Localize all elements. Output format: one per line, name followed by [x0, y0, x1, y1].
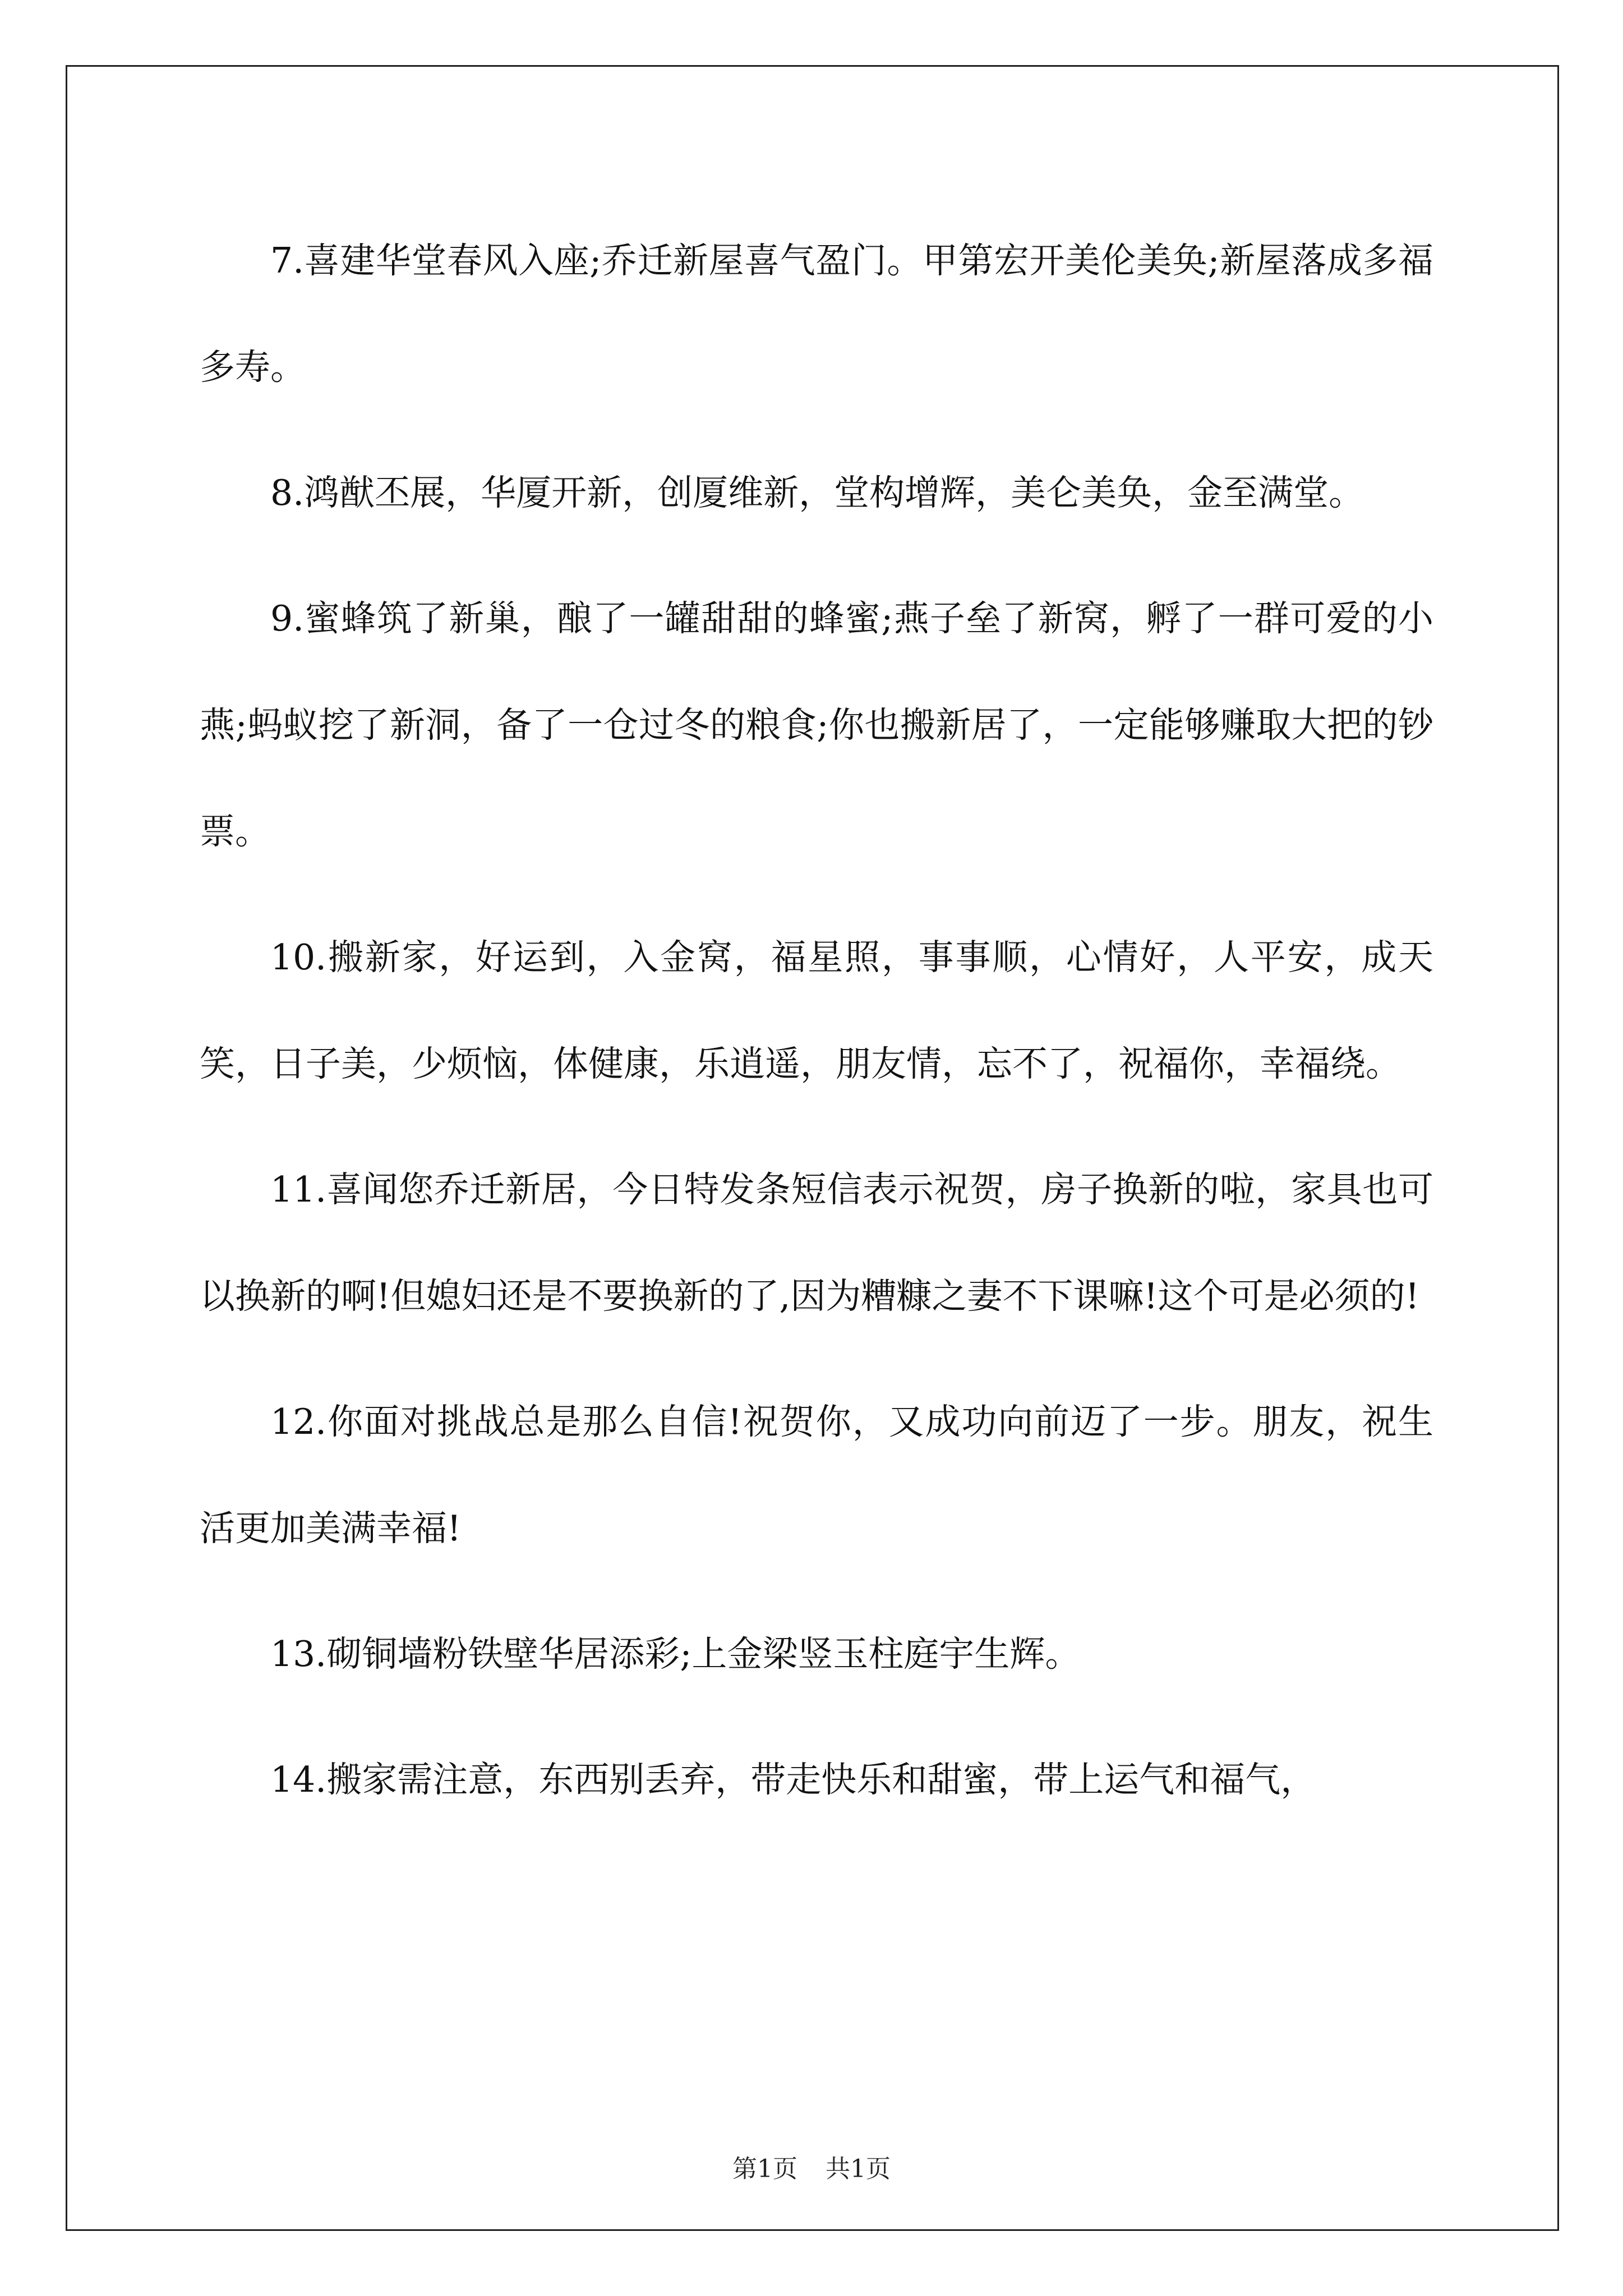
paragraph-14: 14.搬家需注意，东西别丢弃，带走快乐和甜蜜，带上运气和福气， — [270, 1759, 1316, 1800]
paragraph-9: 9.蜜蜂筑了新巢，酿了一罐甜甜的蜂蜜;燕子垒了新窝，孵了一群可爱的小燕;蚂蚁挖了新洞，备了一仓过冬的粮食;你也搬新居了，一定能够赚取大把的钞票。 — [200, 598, 1433, 852]
paragraph-7: 7.喜建华堂春风入座;乔迁新屋喜气盈门。甲第宏开美伦美奂;新屋落成多福多寿。 — [200, 240, 1433, 388]
paragraph-10: 10.搬新家，好运到，入金窝，福星照，事事顺，心情好，人平安，成天笑，日子美，少烦恼，体健康，乐逍遥，朋友情，忘不了，祝福你，幸福绕。 — [200, 937, 1433, 1084]
page-total: 共1页 — [826, 2155, 891, 2183]
page-footer — [0, 2148, 1623, 2184]
paragraph-12: 12.你面对挑战总是那么自信!祝贺你，又成功向前迈了一步。朋友，祝生活更加美满幸福! — [200, 1401, 1433, 1549]
paragraph-8: 8.鸿猷丕展，华厦开新，创厦维新，堂构增辉，美仑美奂，金至满堂。 — [270, 472, 1364, 513]
page-number: 第1页 — [732, 2155, 797, 2183]
document-body — [200, 208, 1433, 1852]
paragraph-13: 13.砌铜墙粉铁壁华居添彩;上金梁竖玉柱庭宇生辉。 — [270, 1634, 1081, 1674]
paragraph-11: 11.喜闻您乔迁新居，今日特发条短信表示祝贺，房子换新的啦，家具也可以换新的啊!但媳妇还是不要换新的了,因为糟糠之妻不下课嘛!这个可是必须的! — [200, 1169, 1433, 1317]
